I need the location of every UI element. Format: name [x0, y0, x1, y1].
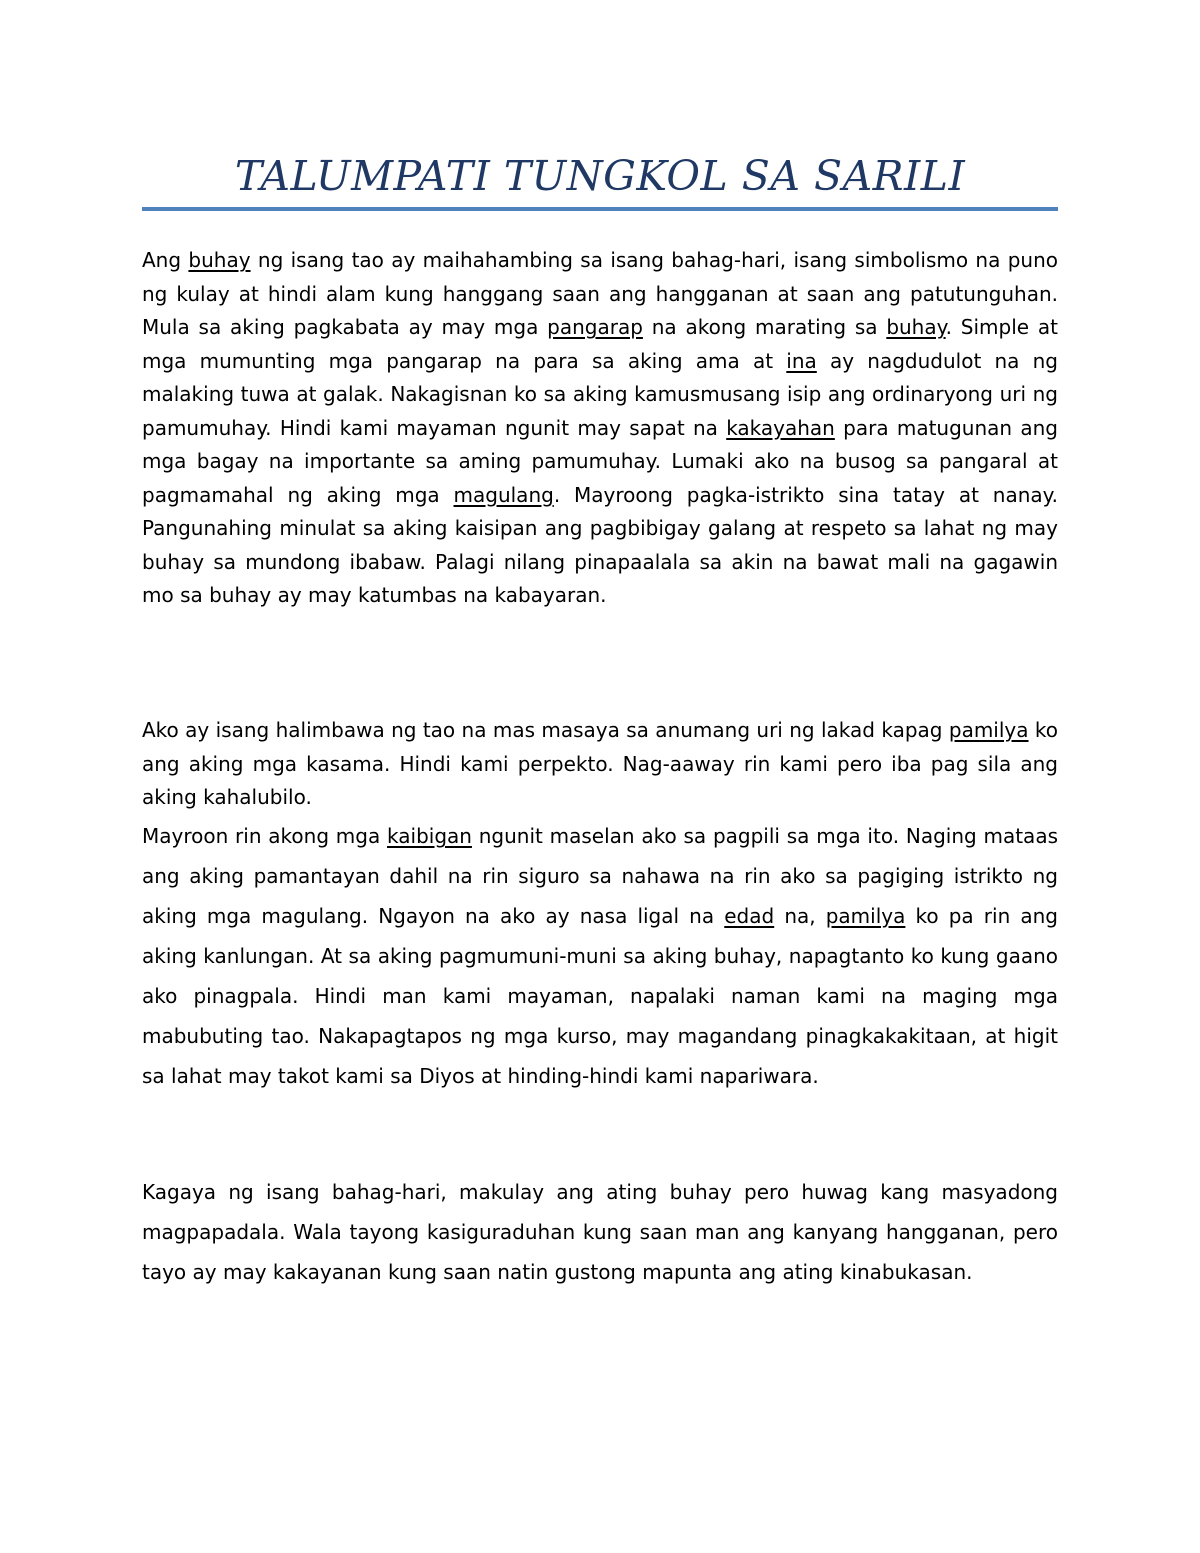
- paragraph-text: [142, 816, 1058, 1096]
- text-run: Kagaya ng isang bahag-hari, makulay ang ating buhay pero huwag kang masyadong magpapadala. Wala tayong kasiguraduhan kung saan man ang kanyang hangganan, pero tayo ay may kakayanan kung saan natin gustong mapunta ang ating kinabukasan.: [142, 1180, 1058, 1284]
- underlined-word: magulang: [453, 482, 554, 507]
- underlined-word: kakayahan: [726, 415, 835, 440]
- underlined-word: pamilya: [825, 904, 906, 928]
- text-run: ngunit maselan ako sa pagpili sa mga ito. Naging mataas ang aking pamantayan dahil na rin siguro sa nahawa na rin ako sa pagiging istrikto ng aking mga magulang. Ngayon na ako ay nasa ligal na: [142, 824, 1058, 928]
- text-run: Ang: [142, 248, 189, 272]
- page-title: TALUMPATI TUNGKOL SA SARILI: [234, 152, 966, 200]
- paragraph-4: [142, 1172, 1058, 1292]
- text-run: ko pa rin ang aking kanlungan. At sa aking pagmumuni-muni sa aking buhay, napagtanto ko kung gaano ako pinagpala. Hindi man kami mayaman, napalaki naman kami na maging mga mabubuting tao. Nakapagtapos ng mga kurso, may magandang pinagkakakitaan, at higit sa lahat may takot kami sa Diyos at hinding-hindi kami napariwara.: [142, 904, 1058, 1088]
- text-run: . Simple at mga mumunting mga pangarap na para sa aking ama at: [142, 315, 1058, 373]
- text-run: ko ang aking mga kasama. Hindi kami perpekto. Nag-aaway rin kami pero iba pag sila ang aking kahalubilo.: [142, 718, 1058, 809]
- text-run: Ako ay isang halimbawa ng tao na mas masaya sa anumang uri ng lakad kapag: [142, 718, 949, 742]
- text-run: ng isang tao ay maihahambing sa isang bahag-hari, isang simbolismo na puno ng kulay at hindi alam kung hanggang saan ang hangganan at saan ang patutunguhan. Mula sa aking pagkabata ay may mga: [142, 248, 1058, 339]
- underlined-word: buhay: [886, 315, 946, 339]
- text-run: na,: [774, 904, 826, 928]
- underlined-word: buhay: [188, 248, 251, 272]
- text-run: Mayroon rin akong mga: [142, 824, 388, 848]
- text-run: na akong marating sa: [642, 315, 887, 339]
- underlined-word: edad: [724, 904, 775, 928]
- text-run: para matugunan ang mga bagay na importante sa aming pamumuhay. Lumaki ako na busog sa pangaral at pagmamahal ng aking mga: [142, 415, 1058, 507]
- paragraph-text: [142, 244, 1058, 613]
- underlined-word: pangarap: [547, 315, 643, 339]
- paragraph-3: [142, 816, 1058, 1096]
- title-divider: [142, 207, 1058, 211]
- underlined-word: ina: [786, 348, 817, 373]
- text-run: ay nagdudulot na ng malaking tuwa at galak. Nakagisnan ko sa aking kamusmusang isip ang ordinaryong uri ng pamumuhay. Hindi kami mayaman ngunit may sapat na: [142, 348, 1058, 440]
- paragraph-text: [142, 1172, 1058, 1292]
- paragraph-2: [142, 714, 1058, 815]
- underlined-word: kaibigan: [387, 824, 472, 848]
- text-run: . Mayroong pagka-istrikto sina tatay at nanay. Pangunahing minulat sa aking kaisipan ang pagbibigay galang at respeto sa lahat ng may buhay sa mundong ibabaw. Palagi nilang pinapaalala sa akin na bawat mali na gagawin mo sa buhay ay may katumbas na kabayaran.: [142, 482, 1058, 607]
- underlined-word: pamilya: [948, 718, 1029, 742]
- paragraph-1: [142, 244, 1058, 613]
- paragraph-text: [142, 714, 1058, 815]
